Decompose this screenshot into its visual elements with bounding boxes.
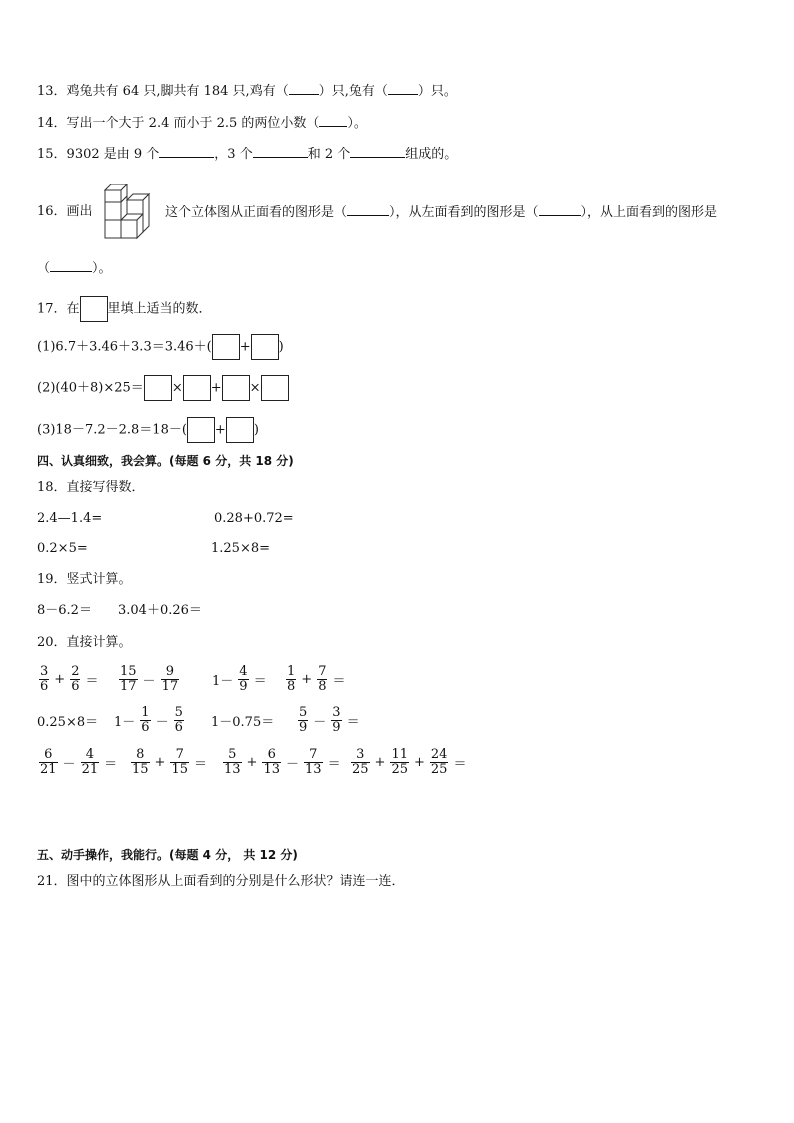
q17-p2-plus: + bbox=[210, 380, 222, 396]
q16-blank-top[interactable] bbox=[50, 259, 92, 272]
q17-p1-box-2[interactable] bbox=[251, 334, 279, 360]
q15-text-d: 组成的。 bbox=[405, 147, 458, 162]
fraction: $\frac{3}{25}$ bbox=[352, 746, 369, 777]
q16-blank-left[interactable] bbox=[539, 203, 581, 216]
q17-title-a: 17．在 bbox=[37, 301, 80, 317]
fraction: $\frac{4}{9}$ bbox=[239, 663, 248, 694]
q16-intro bbox=[37, 203, 93, 221]
q17-p2-times-1: × bbox=[171, 380, 183, 396]
question-13 bbox=[37, 82, 457, 101]
q17-part-1 bbox=[37, 334, 284, 361]
q20-r1-item-1: $\frac{3}{6}$ + $\frac{2}{6}$ ＝ bbox=[40, 663, 99, 694]
q20-r2-item-2: 1－ $\frac{1}{6}$ － $\frac{5}{6}$ bbox=[114, 704, 183, 735]
q15-text-a: 15．9302 是由 9 个 bbox=[37, 147, 160, 162]
fraction: $\frac{7}{15}$ bbox=[171, 746, 188, 777]
q17-p3-box-1[interactable] bbox=[187, 417, 215, 443]
fraction: $\frac{7}{13}$ bbox=[305, 746, 322, 777]
question-17 bbox=[37, 296, 212, 322]
q20-r3-item-1: $\frac{6}{21}$ － $\frac{4}{21}$ ＝ bbox=[40, 746, 118, 777]
cube-stack-figure bbox=[103, 184, 155, 240]
q15-text-c: 和 2 个 bbox=[307, 147, 351, 162]
q20-r2-item-4: $\frac{5}{9}$ － $\frac{3}{9}$ ＝ bbox=[299, 704, 360, 735]
q18-expr-4: 1.25×8= bbox=[211, 541, 271, 556]
q17-p1-plus: + bbox=[239, 339, 251, 355]
fraction: $\frac{4}{21}$ bbox=[81, 746, 99, 777]
q14-blank[interactable] bbox=[319, 114, 347, 127]
q17-p2-expr: (2)(40＋8)×25＝ bbox=[37, 380, 144, 396]
q14-text-b: ）。 bbox=[347, 116, 367, 131]
q20-row-1 bbox=[37, 660, 348, 698]
q20-r1-item-2: $\frac{15}{17}$ － $\frac{9}{17}$ bbox=[120, 663, 179, 694]
q20-r3-item-3: $\frac{5}{13}$ + $\frac{6}{13}$ － $\frac{7}{13}$ ＝ bbox=[224, 746, 341, 777]
q17-part-2 bbox=[37, 375, 289, 402]
q15-blank-3[interactable] bbox=[350, 145, 405, 158]
fraction: $\frac{6}{13}$ bbox=[263, 746, 280, 777]
q18-expr-3: 0.2×5= bbox=[37, 541, 88, 556]
q18-expr-1: 2.4—1.4= bbox=[37, 511, 103, 526]
q16-text-e: （ bbox=[37, 261, 51, 276]
q17-p2-box-4[interactable] bbox=[261, 375, 289, 401]
q15-text-b: ，3 个 bbox=[214, 147, 253, 162]
section-4-heading: 四、认真细致，我会算。(每题 6 分，共 18 分) bbox=[37, 454, 294, 468]
q17-p2-box-1[interactable] bbox=[144, 375, 172, 401]
fraction: $\frac{15}{17}$ bbox=[120, 663, 137, 694]
q16-text-d: ），从上面看到的图形是 bbox=[580, 205, 718, 220]
fraction: $\frac{5}{6}$ bbox=[174, 704, 183, 735]
q17-p1-box-1[interactable] bbox=[212, 334, 240, 360]
q17-title-b: 里填上适当的数． bbox=[107, 301, 212, 317]
fraction: $\frac{7}{8}$ bbox=[318, 663, 327, 694]
q19-title: 19．竖式计算。 bbox=[37, 572, 132, 587]
fraction: $\frac{3}{6}$ bbox=[40, 663, 49, 694]
q13-text-c: ）只。 bbox=[417, 84, 457, 99]
q19-expr-1: 8－6.2＝ bbox=[37, 603, 92, 618]
question-15 bbox=[37, 145, 457, 164]
q17-p3-plus: + bbox=[214, 422, 226, 438]
fraction: $\frac{8}{15}$ bbox=[132, 746, 149, 777]
q17-p2-times-2: × bbox=[249, 380, 261, 396]
q16-blank-front[interactable] bbox=[347, 203, 389, 216]
q17-p3-expr: (3)18－7.2－2.8＝18－( bbox=[37, 422, 187, 438]
q20-row-3 bbox=[37, 742, 469, 782]
q20-r3-item-2: $\frac{8}{15}$ + $\frac{7}{15}$ ＝ bbox=[132, 746, 208, 777]
q15-blank-1[interactable] bbox=[159, 145, 214, 158]
fraction: $\frac{24}{25}$ bbox=[430, 746, 448, 777]
question-16 bbox=[165, 203, 717, 222]
fraction: $\frac{2}{6}$ bbox=[71, 663, 80, 694]
section-5-heading: 五、动手操作，我能行。(每题 4 分， 共 12 分) bbox=[37, 848, 298, 862]
fraction: $\frac{6}{21}$ bbox=[40, 746, 57, 777]
q14-text-a: 14．写出一个大于 2.4 而小于 2.5 的两位小数（ bbox=[37, 116, 320, 131]
q16-text-f: ）。 bbox=[92, 261, 112, 276]
q13-text-b: ）只,兔有（ bbox=[318, 84, 388, 99]
q20-r3-item-4: $\frac{3}{25}$ + $\frac{11}{25}$ + $\frac{24}{25}$ ＝ bbox=[352, 746, 467, 777]
q17-p1-expr: (1)6.7＋3.46＋3.3＝3.46＋( bbox=[37, 339, 212, 355]
q13-text-a: 13．鸡兔共有 64 只,脚共有 184 只,鸡有（ bbox=[37, 84, 289, 99]
q18-title: 18．直接写得数． bbox=[37, 480, 145, 495]
fraction: $\frac{11}{25}$ bbox=[391, 746, 408, 777]
q15-blank-2[interactable] bbox=[253, 145, 308, 158]
q13-blank-chicken[interactable] bbox=[289, 82, 319, 95]
fraction: $\frac{9}{17}$ bbox=[161, 663, 179, 694]
q16-text-c: ），从左面看到的图形是（ bbox=[389, 205, 539, 220]
q17-part-3 bbox=[37, 417, 259, 444]
q20-r1-item-3: 1－ $\frac{4}{9}$ ＝ bbox=[212, 663, 267, 694]
q16-continuation bbox=[37, 259, 112, 278]
fraction: $\frac{3}{9}$ bbox=[332, 704, 341, 735]
question-14 bbox=[37, 114, 367, 133]
q16-text-b: 这个立体图从正面看的图形是（ bbox=[165, 205, 348, 220]
fraction: $\frac{1}{6}$ bbox=[141, 704, 150, 735]
q16-text-a: 16．画出 bbox=[37, 204, 93, 219]
fraction: $\frac{5}{9}$ bbox=[299, 704, 308, 735]
q17-p3-close: ) bbox=[253, 422, 259, 438]
q19-expr-2: 3.04＋0.26＝ bbox=[118, 603, 202, 618]
q20-r1-item-4: $\frac{1}{8}$ + $\frac{7}{8}$ ＝ bbox=[287, 663, 346, 694]
q20-r2-item-3: 1－0.75＝ bbox=[211, 714, 275, 730]
q20-title: 20．直接计算。 bbox=[37, 635, 132, 650]
q17-p1-close: ) bbox=[278, 339, 284, 355]
q20-r2-item-1: 0.25×8＝ bbox=[37, 714, 99, 730]
q13-blank-rabbit[interactable] bbox=[388, 82, 418, 95]
q17-sample-box bbox=[80, 296, 108, 322]
q17-p3-box-2[interactable] bbox=[226, 417, 254, 443]
fraction: $\frac{1}{8}$ bbox=[287, 663, 296, 694]
q17-p2-box-3[interactable] bbox=[222, 375, 250, 401]
question-21: 21．图中的立体图形从上面看到的分别是什么形状？请连一连． bbox=[37, 874, 405, 889]
q18-expr-2: 0.28+0.72= bbox=[214, 511, 294, 526]
fraction: $\frac{5}{13}$ bbox=[224, 746, 241, 777]
q17-p2-box-2[interactable] bbox=[183, 375, 211, 401]
q20-row-2 bbox=[37, 701, 363, 739]
